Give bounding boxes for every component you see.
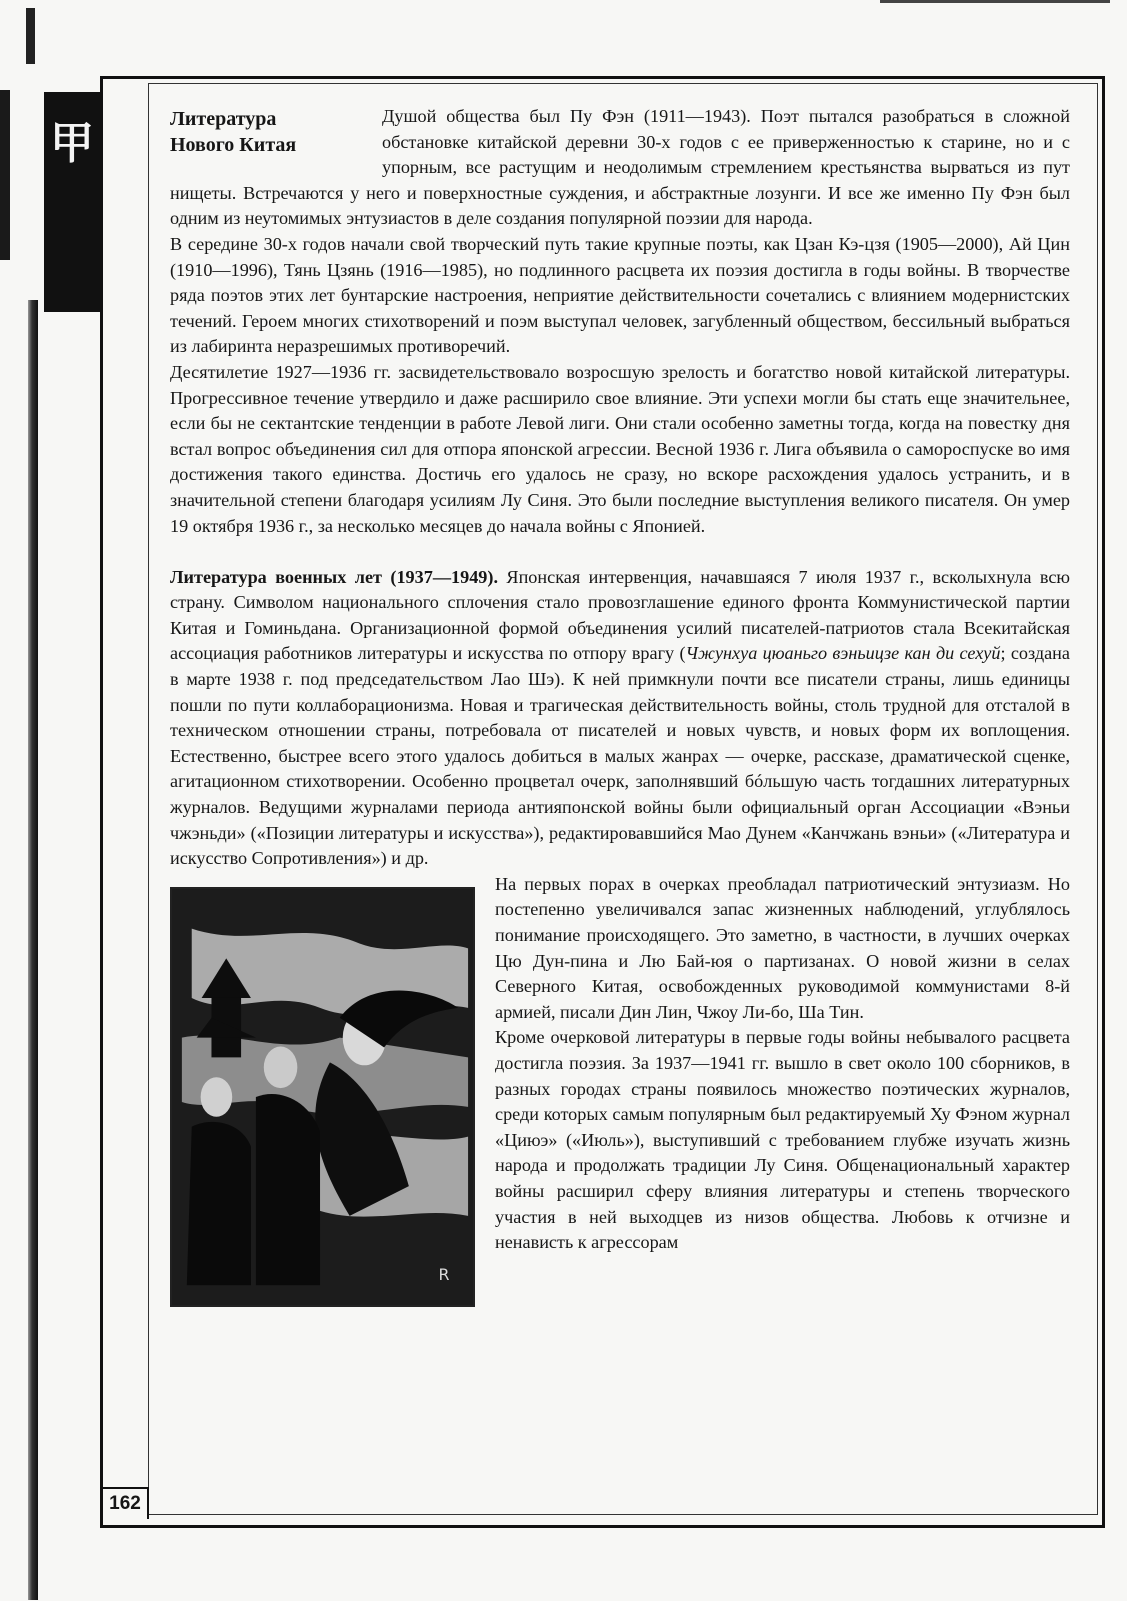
text-run: Японская интервенция, начавшаяся 7 июля 1937 г., всколыхнула всю страну. Символом национального сплочения стало провозглашение единого фронта Коммунистической партии Китая и Гоминьдана. Организационной формой объединения усилий писателей-патриотов стала Всекитайская ассоциация работников литературы и искусства по отпору врагу ( (170, 566, 1070, 664)
section-heading-line: Литература (170, 108, 277, 130)
paragraph: Кроме очерковой литературы в первые годы войны небывалого расцвета достигла поэзия. За 1937—1941 гг. вышло в свет около 100 сборников, в разных городах страны появилось множество поэтических журналов, среди которых самым популярным был редактируемый Ху Фэном журнал «Циюэ» («Июль»), выступивший с требованием глубже изучать жизнь народа и продолжать традиции Лу Синя. Общенациональный характер войны расширил сферу влияния литературы и степень творческого участия в ней выходцев из низов общества. Любовь к отчизне и ненависть к агрессорам (495, 1027, 1070, 1253)
scan-artifact (880, 0, 1110, 3)
paragraph: Душой общества был Пу Фэн (1911—1943). Поэт пытался разобраться в сложной обстановке китайской деревни 30-х годов с ее приверженностью к старине, но и с упорным, все растущим и неодолимым стремлением крестьянства вырваться из пут нищеты. Встречаются у него и поверхностные суждения, и абстрактные лозунги. И все же именно Пу Фэн был одним из неутомимых энтузиастов в деле создания популярной поэзии для народа. (170, 106, 1070, 229)
run-in-heading: Литература военных лет (1937—1949). (170, 566, 498, 587)
section-heading (170, 106, 370, 158)
page-body (170, 104, 1070, 1307)
scan-artifact (0, 90, 10, 260)
page-number: 162 (103, 1487, 149, 1519)
woodcut-image (172, 889, 473, 1305)
spacer (170, 539, 1070, 565)
text-run: ; создана в марте 1938 г. под председательством Лао Шэ). К ней примкнули почти все писатели страны, лишь единицы пошли по пути коллаборационизма. Новая и трагическая действительность войны, столь трудной для отсталой в техническом отношении страны, потребовала от писателей и новых чувств, и новых форм их воплощения. Естественно, быстрее всего этого удалось добиться в малых жанрах — очерке, рассказе, драматической сценке, агитационном стихотворении. Особенно процветал очерк, заполнявший бóльшую часть тогдашних литературных журналов. Ведущими журналами периода антияпонской войны были официальный орган Ассоциации «Вэньи чжэньди» («Позиции литературы и искусства»), редактировавшийся Мао Дунем «Канчжань вэньи» («Литература и искусство Сопротивления») и др. (170, 643, 1070, 869)
paragraph: На первых порах в очерках преобладал патриотический энтузиазм. Но постепенно увеличивался запас жизненных наблюдений, углублялось понимание происходящего. Это заметно, в частности, в лучших очерках Цю Дун-пина и Лю Бай-юя о партизанах. О новой жизни в селах Северного Китая, освобожденных руководимой коммунистами 8-й армией, писали Дин Лин, Чжоу Ли-бо, Ша Тин. (495, 873, 1070, 1022)
svg-text:R: R (438, 1265, 450, 1285)
italic-term: Чжунхуа цюаньго вэньицзе кан ди сехуй (685, 643, 1001, 664)
chapter-tab (44, 92, 100, 312)
scan-edge (0, 0, 40, 1601)
section-heading-line: Нового Китая (170, 134, 297, 156)
scan-artifact (28, 300, 38, 1600)
woodcut-illustration (170, 887, 475, 1307)
paragraph: Десятилетие 1927—1936 гг. засвидетельствовало возросшую зрелость и богатство новой китайской литературы. Прогрессивное течение утвердило и даже расширило свое влияние. Эти успехи могли бы стать еще значительнее, если бы не сектантские тенденции в работе Левой лиги. Они стали особенно заметны тогда, когда на повестку дня встал вопрос объединения сил для отпора японской агрессии. Весной 1936 г. Лига объявила о самороспуске во имя достижения такого единства. Достичь его удалось не сразу, но вскоре расхождения удалось устранить, и в значительной степени благодаря усилиям Лу Синя. Это были последние выступления великого писателя. Он умер 19 октября 1936 г., за несколько месяцев до начала войны с Японией. (170, 361, 1070, 536)
paragraph (170, 565, 1070, 872)
paragraph: В середине 30-х годов начали свой творческий путь такие крупные поэты, как Цзан Кэ-цзя (1905—2000), Ай Цин (1910—1996), Тянь Цзянь (1916—1985), но подлинного расцвета их поэзия достигла в годы войны. В творчестве ряда поэтов этих лет бунтарские настроения, неприятие действительности сочетались с влиянием модернистских течений. Героем многих стихотворений и поэм выступал человек, загубленный обществом, бессильный выбраться из лабиринта неразрешимых противоречий. (170, 233, 1070, 357)
scan-artifact (26, 8, 35, 64)
chapter-mark: 甲 (50, 119, 94, 168)
